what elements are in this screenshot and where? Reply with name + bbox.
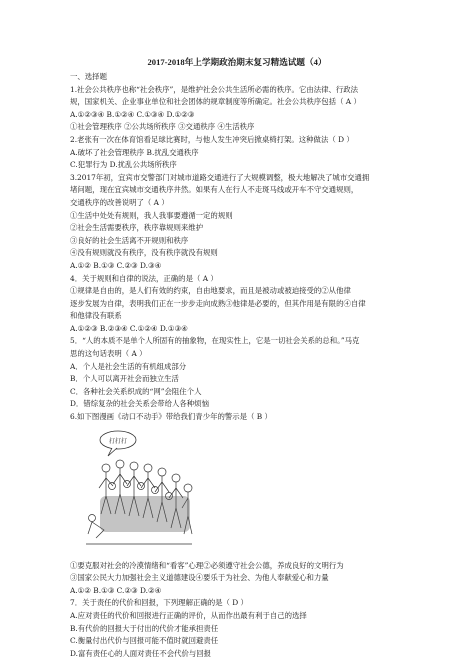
question-3: 3.2017年初，宜宾市交警部门对城市道路交通进行了大规模调整，极大地解决了城市交通拥 堵问题，现在宜宾城市交通秩序井然。如果有人在行人不走斑马线或开车不守交通规则， 交通秩序的改善说明了（ A ） ①生活中处处有规则，我人我事要遵循一定的规则 ②社会生活需要秩序，秩序靠规则来维护 ③良好的社会生活离不开规则和秩序 ④没有规则就没有秩序，没有秩序就没有规则 A.①② B.①③ C.②③ D.③④ [70, 172, 370, 270]
crowd-cartoon-icon [82, 426, 202, 558]
question-5: 5．“人的本质不是单个人所固有的抽象物，在现实性上，它是一切社会关系的总和。”马克 思的这句话表明（ A ） A．个人是社会生活的有机组成部分 B．个人可以离开社会而独立生活 C．各种社会关系织成的“网”会阻住个人 D．错综复杂的社会关系会带给人各种烦恼 [70, 336, 360, 409]
question-1: 1.社会公共秩序也称“社会秩序”，是维护社会公共生活所必需的秩序。它由法律、行政法 规，国家机关、企业事业单位和社会团体的规章制度等所确定。社会公共秩序包括（ A ） A.①②③④ B.①②④ C.①③④ D.①②③ ①社会管理秩序 ②公共场所秩序 ③交通秩序 ④生活秩序 [70, 84, 361, 132]
speech-bubble-text: 打打打 [108, 437, 128, 445]
exam-content [70, 71, 415, 660]
document-title: 2017-2018年上学期政治期末复习精选试题（4） [147, 57, 327, 67]
question-2: 2.老张有一次在体育馆看足球比赛时，与他人发生冲突后掀桌椅打架。这种做法（ D ） A.破坏了社会管理秩序 B.扰乱交通秩序 C.犯罪行为 D.扰乱公共场所秩序 [70, 134, 354, 170]
question-4: 4．关于规则和自律的说法，正确的是（ A ） ①规律是自由的，是人们有效的约束，自由地要求，而且是被动或被迫接受的②从他律 逐步发展为自律，表明我们正在一步步走向成熟③他律是必要的，但其作用是有限的④自律 和他律没有联系 A.①②③ B.②③④ C.①②④ D.①③④ [70, 273, 366, 333]
cartoon-illustration [70, 426, 415, 558]
question-7: 7．关于责任的代价和回报，下列理解正确的是（ D ） A.应对责任的代价和回报进行正确的评价，从而作出最有利于自己的选择 B.有代价的回报大于付出的代价才能承担责任 C.衡量付出代价与回报可能不值时就回避责任 D.富有责任心的人面对责任不会代价与回报 [70, 598, 307, 658]
question-6: 6.如下图漫画《动口不动手》带给我们青少年的警示是（ B ） 打打打 ①要克服对社会的冷漠情绪和“看客”心理②必须遵守社会公德，养成良好的文明行为 ③国家公民大力加强社会主义道德建设④要乐于为社会、为他人奉献爱心和力量 A.①② B.①③ C.②③ D.②④ [70, 411, 415, 597]
section-heading: 一、选择题 [70, 72, 107, 81]
